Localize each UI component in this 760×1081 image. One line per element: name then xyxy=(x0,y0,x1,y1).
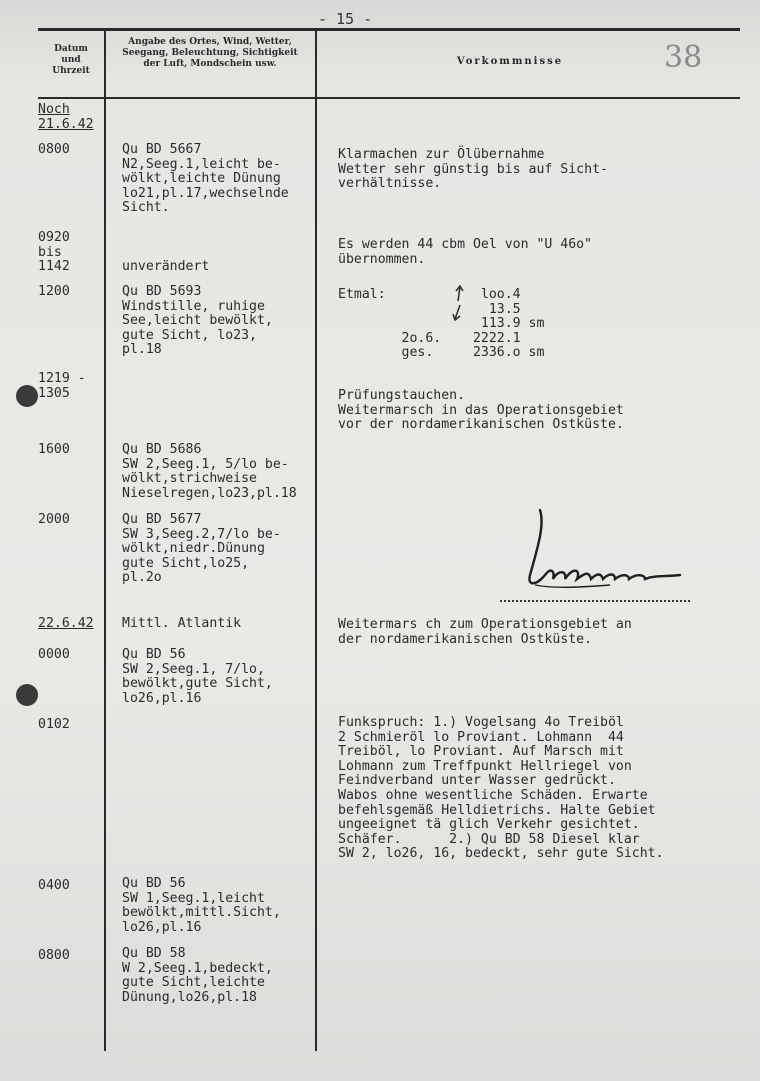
entry-time: 0000 xyxy=(38,647,70,662)
header-events: Vorkommnisse xyxy=(456,56,564,67)
entry-location: Mittl. Atlantik xyxy=(122,616,242,631)
entry-time: Noch 21.6.42 xyxy=(38,102,94,132)
entry-time: 1600 xyxy=(38,442,70,457)
signature xyxy=(515,505,705,600)
entry-location: Qu BD 58 W 2,Seeg.1,bedeckt, gute Sicht,leichte Dünung,lo26,pl.18 xyxy=(122,946,273,1005)
punch-hole xyxy=(16,385,38,407)
entry-time: 0400 xyxy=(38,878,70,893)
signature-line xyxy=(500,600,690,602)
entry-text: Es werden 44 cbm Oel von "U 46o" übernommen. xyxy=(338,237,593,267)
entry-text: Klarmachen zur Ölübernahme Wetter sehr günstig bis auf Sicht- verhältnisse. xyxy=(338,147,608,192)
punch-hole xyxy=(16,684,38,706)
entry-time: 2000 xyxy=(38,512,70,527)
entry-text: Etmal: loo.4 13.5 113.9 sm 2o.6. 2222.1 ges. 2336.o sm xyxy=(338,287,545,361)
page-number: - 15 - xyxy=(318,10,373,28)
entry-location: Qu BD 56 SW 2,Seeg.1, 7/lo, bewölkt,gute Sicht, lo26,pl.16 xyxy=(122,647,273,706)
entry-text: Prüfungstauchen. Weitermarsch in das Operationsgebiet vor der nordamerikanischen Ostküste. xyxy=(338,388,624,433)
entry-time: 0800 xyxy=(38,948,70,963)
entry-time: 0920 bis 1142 xyxy=(38,230,70,275)
entry-text: Funkspruch: 1.) Vogelsang 4o Treiböl 2 Schmieröl lo Proviant. Lohmann 44 Treiböl, lo Proviant. Auf Marsch mit Lohmann zum Treffpunkt Hellriegel von Feindverband unter Wasser gedrückt. Wabos ohne wesentliche Schäden. Erwarte befehlsgemäß Helldietrichs. Halte Gebiet ungeeignet tä glich Verkehr gesichtet. Schäfer. 2.) Qu BD 58 Diesel klar SW 2, lo26, 16, bedeckt, sehr gute Sicht. xyxy=(338,715,664,862)
entry-location: Qu BD 5693 Windstille, ruhige See,leicht bewölkt, gute Sicht, lo23, pl.18 xyxy=(122,284,273,358)
entry-time: 1219 - 1305 xyxy=(38,371,86,401)
top-rule xyxy=(38,28,740,31)
header-date-time: Datum und Uhrzeit xyxy=(52,44,90,76)
entry-location: Qu BD 5686 SW 2,Seeg.1, 5/lo be- wölkt,strichweise Nieselregen,lo23,pl.18 xyxy=(122,442,297,501)
column-divider-1 xyxy=(104,31,106,1051)
arrows-icon xyxy=(446,283,470,323)
column-divider-2 xyxy=(315,31,317,1051)
entry-location: Qu BD 5677 SW 3,Seeg.2,7/lo be- wölkt,niedr.Dünung gute Sicht,lo25, pl.2o xyxy=(122,512,281,586)
header-location-weather: Angabe des Ortes, Wind, Wetter, Seegang, Beleuchtung, Sichtigkeit der Luft, Mondschein usw. xyxy=(122,37,298,69)
entry-time: 0102 xyxy=(38,717,70,732)
page-stamp: 38 xyxy=(664,40,703,75)
header-rule xyxy=(38,97,740,99)
entry-location: Qu BD 56 SW 1,Seeg.1,leicht bewölkt,mittl.Sicht, lo26,pl.16 xyxy=(122,876,281,935)
entry-text: Weitermars ch zum Operationsgebiet an der nordamerikanischen Ostküste. xyxy=(338,617,632,647)
entry-location: unverändert xyxy=(122,259,210,275)
entry-location: Qu BD 5667 N2,Seeg.1,leicht be- wölkt,leichte Dünung lo21,pl.17,wechselnde Sicht. xyxy=(122,142,289,216)
entry-date: 22.6.42 xyxy=(38,616,94,631)
entry-time: 0800 xyxy=(38,142,70,157)
entry-time: 1200 xyxy=(38,284,70,299)
